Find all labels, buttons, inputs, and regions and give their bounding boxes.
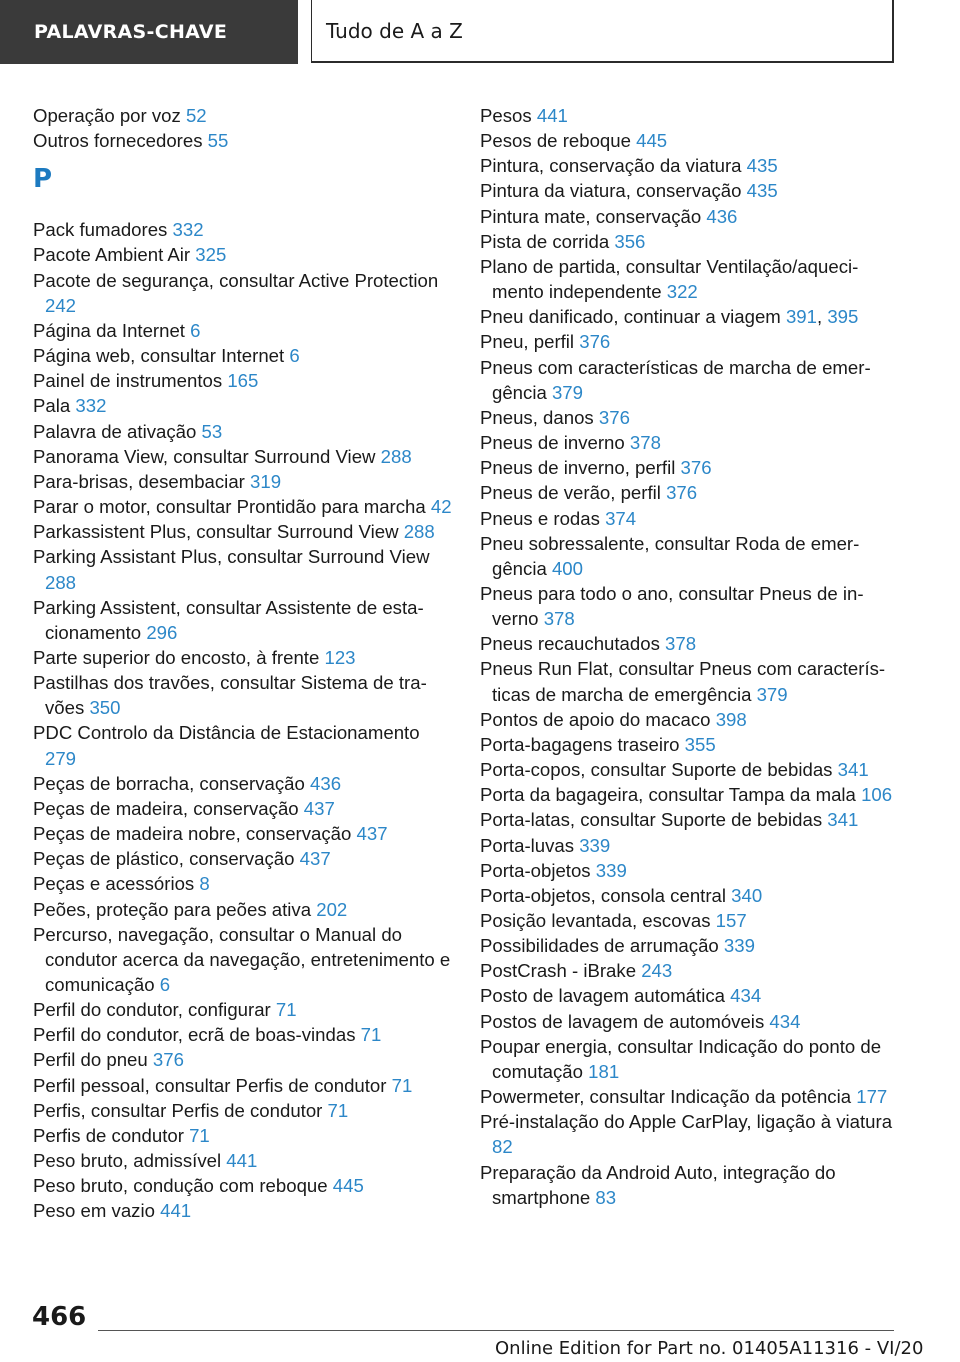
index-entry <box>33 1173 453 1198</box>
index-list-o <box>33 103 453 153</box>
index-term: Perfil pessoal, consultar Perfis de condutor <box>33 1074 387 1096</box>
index-entry <box>33 103 453 128</box>
index-term: Palavra de ativação <box>33 420 197 442</box>
index-entry <box>480 833 900 858</box>
index-entry <box>480 405 900 430</box>
index-term: Parking Assistant Plus, consultar Surround View <box>33 546 430 568</box>
index-entry <box>480 531 900 581</box>
page-link[interactable]: 341 <box>827 809 859 831</box>
index-term: Pintura, conservação da viatura <box>480 155 742 177</box>
index-entry <box>33 128 453 153</box>
page-link[interactable]: 437 <box>356 823 388 845</box>
page-link[interactable]: 106 <box>861 784 893 806</box>
index-term: Possibilidades de arrumação <box>480 935 719 957</box>
index-term: Porta-bagagens traseiro <box>480 733 680 755</box>
index-entry <box>480 153 900 178</box>
page-link[interactable]: 400 <box>551 557 583 579</box>
index-term: Para-brisas, desembaciar <box>33 470 245 492</box>
index-entry <box>480 656 900 706</box>
index-term: Perfil do pneu <box>33 1049 148 1071</box>
page-link[interactable]: 83 <box>595 1186 617 1208</box>
index-entry <box>33 595 453 645</box>
page-link[interactable]: 341 <box>837 759 869 781</box>
index-entry <box>480 254 900 304</box>
page-link[interactable]: 42 <box>430 496 452 518</box>
index-entry <box>33 368 453 393</box>
index-term: Peso em vazio <box>33 1200 155 1222</box>
page-link[interactable]: 378 <box>543 608 575 630</box>
index-term: Painel de instrumentos <box>33 370 223 392</box>
index-entry <box>33 444 453 469</box>
chapter-header <box>311 0 894 63</box>
page-link[interactable]: 437 <box>299 848 331 870</box>
index-term: Parte superior do encosto, à frente <box>33 646 320 668</box>
page-link[interactable]: 395 <box>827 306 859 328</box>
index-entry <box>480 707 900 732</box>
index-term: Pneus, danos <box>480 406 594 428</box>
index-entry <box>33 1047 453 1072</box>
index-entry <box>33 645 453 670</box>
index-term: Pontos de apoio do macaco <box>480 708 711 730</box>
index-term: Pack fumadores <box>33 219 168 241</box>
index-term: Porta-latas, consultar Suporte de bebidas <box>480 809 823 831</box>
index-entry <box>480 782 900 807</box>
index-entry <box>33 544 453 594</box>
index-term: Posto de lavagem automática <box>480 985 725 1007</box>
index-term: Página web, consultar Internet <box>33 345 285 367</box>
page-link[interactable]: 350 <box>89 697 121 719</box>
page-link[interactable]: 441 <box>536 105 568 126</box>
index-entry <box>480 355 900 405</box>
index-term: Peças de plástico, conservação <box>33 848 295 870</box>
page-link[interactable]: 123 <box>324 646 356 668</box>
page-link[interactable]: 243 <box>641 960 673 982</box>
page-link[interactable]: 71 <box>189 1124 210 1146</box>
index-entry <box>33 1148 453 1173</box>
page-link[interactable]: 6 <box>190 319 201 341</box>
index-entry <box>33 821 453 846</box>
index-term: Peças e acessórios <box>33 873 195 895</box>
index-entry <box>33 242 453 267</box>
page-link[interactable]: 441 <box>226 1150 258 1172</box>
index-term: Powermeter, consultar Indicação da potência <box>480 1086 852 1108</box>
chapter-title: Tudo de A a Z <box>326 18 463 43</box>
index-term: Pintura mate, conservação <box>480 205 702 227</box>
index-term: Peças de borracha, conservação <box>33 772 305 794</box>
index-term: Pala <box>33 395 71 417</box>
index-entry <box>33 217 453 242</box>
index-entry <box>33 796 453 821</box>
page-link[interactable]: 445 <box>332 1175 364 1197</box>
index-term: Pneus com características de marcha de emergência <box>480 356 871 403</box>
page-link[interactable]: 437 <box>303 797 335 819</box>
index-entry <box>33 720 453 770</box>
index-term: Pneus de inverno, perfil <box>480 457 676 479</box>
index-term: Preparação da Android Auto, integração do smartphone <box>480 1161 836 1208</box>
page-link[interactable]: 434 <box>730 985 762 1007</box>
index-entry <box>33 1022 453 1047</box>
index-term: Pastilhas dos travões, consultar Sistema de travões <box>33 672 427 719</box>
page-link[interactable]: 325 <box>195 244 227 266</box>
page-link[interactable]: 71 <box>391 1074 413 1096</box>
index-entry <box>33 393 453 418</box>
index-entry <box>480 455 900 480</box>
page-link[interactable]: 202 <box>316 898 348 920</box>
index-entry <box>480 430 900 455</box>
index-term: Pneus Run Flat, consultar Pneus com características de marcha de emergência <box>480 658 886 705</box>
page-link[interactable]: 71 <box>327 1099 349 1121</box>
page-link[interactable]: 376 <box>152 1049 184 1071</box>
section-letter: P <box>33 164 53 195</box>
page-link[interactable]: 53 <box>201 420 223 442</box>
index-entry <box>33 268 453 318</box>
index-entry <box>480 858 900 883</box>
index-entry <box>480 883 900 908</box>
index-entry <box>33 1098 453 1123</box>
index-term: Parking Assistent, consultar Assistente de estacionamento <box>33 596 424 643</box>
page-link[interactable]: 332 <box>75 395 107 417</box>
page-link[interactable]: 441 <box>160 1200 192 1222</box>
index-term: Percurso, navegação, consultar o Manual do condutor acerca da navegação, entretenimento e comunicação <box>33 923 451 995</box>
index-term: Pneus de verão, perfil <box>480 482 661 504</box>
page-link[interactable]: 71 <box>360 1024 382 1046</box>
page-link[interactable]: 242 <box>45 294 77 316</box>
index-term: PostCrash - iBrake <box>480 960 637 982</box>
index-entry <box>480 581 900 631</box>
index-term: Peças de madeira, conservação <box>33 797 299 819</box>
page-link[interactable]: 355 <box>684 733 716 755</box>
index-term: Plano de partida, consultar Ventilação/aquecimento independente <box>480 255 859 303</box>
page-link[interactable]: 165 <box>227 370 259 392</box>
index-entry <box>480 229 900 254</box>
index-entry <box>480 1084 900 1109</box>
index-term: Perfil do condutor, configurar <box>33 999 271 1021</box>
index-entry <box>33 897 453 922</box>
index-entry <box>33 1073 453 1098</box>
index-entry <box>33 846 453 871</box>
index-term: Panorama View, consultar Surround View <box>33 445 376 467</box>
index-term: Operação por voz <box>33 105 181 126</box>
index-entry <box>480 329 900 354</box>
index-entry <box>33 771 453 796</box>
section-label: PALAVRAS-CHAVE <box>34 21 228 43</box>
index-list-p-right <box>480 103 900 1210</box>
index-term: Perfis de condutor <box>33 1124 184 1146</box>
page-link[interactable]: 434 <box>769 1010 801 1032</box>
index-entry <box>480 807 900 832</box>
index-term: Peso bruto, admissível <box>33 1150 222 1172</box>
index-term: Perfil do condutor, ecrã de boas-vindas <box>33 1024 356 1046</box>
page-link[interactable]: 319 <box>250 470 282 492</box>
page-link[interactable]: 6 <box>159 974 171 995</box>
page-link[interactable]: 398 <box>715 708 747 730</box>
page-link[interactable]: 296 <box>146 621 178 643</box>
index-entry: Pneu danificado, continuar a viagem 391, 395 <box>480 306 859 328</box>
index-entry <box>480 506 900 531</box>
index-term: Pneu sobressalente, consultar Roda de emergência <box>480 532 860 579</box>
index-term: Pacote de segurança, consultar Active Protection <box>33 269 439 291</box>
page-link[interactable]: 376 <box>680 457 712 479</box>
index-entry <box>33 318 453 343</box>
page-number: 466 <box>32 1302 87 1332</box>
index-entry <box>480 908 900 933</box>
index-term: Outros fornecedores <box>33 130 203 152</box>
page-link[interactable]: 378 <box>629 432 661 454</box>
index-term: Pneus de inverno <box>480 432 625 454</box>
index-entry <box>33 419 453 444</box>
page-link[interactable]: 82 <box>492 1136 513 1158</box>
page-link[interactable]: 376 <box>666 482 698 504</box>
index-term: Posição levantada, escovas <box>480 910 711 931</box>
index-entry <box>33 469 453 494</box>
page-link[interactable]: 378 <box>665 633 697 655</box>
index-entry <box>33 494 453 519</box>
index-entry <box>480 103 900 128</box>
index-column-right <box>480 103 900 1210</box>
page-link[interactable]: 288 <box>380 445 412 467</box>
page-link[interactable]: 71 <box>275 999 297 1021</box>
index-entry <box>480 958 900 983</box>
index-entry <box>480 631 900 656</box>
index-list-p-left <box>33 217 453 1223</box>
page-link[interactable]: 435 <box>746 155 778 177</box>
page-link[interactable]: 391 <box>785 306 817 328</box>
index-entry <box>480 178 900 203</box>
index-term: Pré-instalação do Apple CarPlay, ligação à viatura <box>480 1111 893 1133</box>
page-link[interactable]: 157 <box>715 910 747 931</box>
index-term: Pesos de reboque <box>480 130 631 152</box>
index-entry <box>480 1160 900 1210</box>
page-link[interactable]: 288 <box>45 571 77 593</box>
page-link[interactable]: 376 <box>598 406 630 428</box>
index-term: Pacote Ambient Air <box>33 244 191 266</box>
page-link[interactable]: 52 <box>185 105 207 126</box>
page-link[interactable]: 339 <box>595 859 627 881</box>
index-term: Postos de lavagem de automóveis <box>480 1010 765 1032</box>
page-link[interactable]: 55 <box>207 130 229 152</box>
index-entry <box>480 732 900 757</box>
page-link[interactable]: 8 <box>199 873 210 895</box>
page-link[interactable]: 379 <box>551 381 583 403</box>
page-link[interactable]: 177 <box>856 1086 888 1108</box>
index-entry <box>33 922 453 997</box>
index-entry <box>33 1198 453 1223</box>
index-term: Pneus para todo o ano, consultar Pneus de inverno <box>480 582 864 630</box>
index-term: Peões, proteção para peões ativa <box>33 898 312 920</box>
index-entry <box>33 343 453 368</box>
index-entry <box>480 933 900 958</box>
index-entry <box>480 480 900 505</box>
index-entry <box>33 871 453 896</box>
index-entry <box>33 997 453 1022</box>
index-term: Perfis, consultar Perfis de condutor <box>33 1099 323 1121</box>
page-link[interactable]: 376 <box>579 331 611 353</box>
index-term: Porta-objetos, consola central <box>480 884 726 906</box>
page-link[interactable]: 332 <box>172 219 204 241</box>
index-term: Pneu, perfil <box>480 331 575 353</box>
index-term: Peso bruto, condução com reboque <box>33 1175 328 1197</box>
page-link[interactable]: 322 <box>666 281 698 303</box>
index-term: Porta-copos, consultar Suporte de bebidas <box>480 759 833 781</box>
page-link[interactable]: 379 <box>756 683 788 705</box>
index-term: Porta da bagageira, consultar Tampa da mala <box>480 784 856 806</box>
index-term: Porta-luvas <box>480 834 575 856</box>
index-term: Pesos <box>480 105 532 126</box>
page-link[interactable]: 436 <box>706 205 738 227</box>
index-term: Poupar energia, consultar Indicação do ponto de comutação <box>480 1035 882 1082</box>
index-entry <box>33 670 453 720</box>
index-entry <box>480 1034 900 1084</box>
section-tab <box>0 0 298 64</box>
page-link[interactable]: 435 <box>746 180 778 202</box>
page-link[interactable]: 339 <box>723 935 755 957</box>
page-link[interactable]: 181 <box>588 1060 620 1082</box>
index-column-left <box>33 103 453 1224</box>
page-link[interactable]: 6 <box>289 345 300 367</box>
index-term: Parkassistent Plus, consultar Surround View <box>33 521 399 543</box>
index-entry <box>480 757 900 782</box>
index-term: Pneu danificado, continuar a viagem <box>480 306 781 328</box>
index-term: Porta-objetos <box>480 859 591 881</box>
index-term: Pneus recauchutados <box>480 633 660 655</box>
page-link[interactable]: 339 <box>579 834 611 856</box>
index-term: Pista de corrida <box>480 230 610 252</box>
footer-divider <box>98 1330 894 1331</box>
index-entry <box>480 128 900 153</box>
footer-edition: Online Edition for Part no. 01405A11316 - VI/20 <box>495 1338 924 1359</box>
page-link[interactable]: 279 <box>45 747 77 769</box>
index-term: Peças de madeira nobre, conservação <box>33 823 352 845</box>
index-term: Pneus e rodas <box>480 507 600 529</box>
index-term: Página da Internet <box>33 319 185 341</box>
index-term: Pintura da viatura, conservação <box>480 180 742 202</box>
index-entry <box>480 983 900 1008</box>
page-link[interactable]: 436 <box>310 772 342 794</box>
index-entry <box>33 519 453 544</box>
index-entry <box>480 1109 900 1159</box>
page-link[interactable]: 340 <box>731 884 763 906</box>
page-link[interactable]: 445 <box>636 130 668 152</box>
index-term: PDC Controlo da Distância de Estacionamento <box>33 722 420 744</box>
page-link[interactable]: 288 <box>403 521 435 543</box>
page-link[interactable]: 356 <box>614 230 646 252</box>
index-term: Parar o motor, consultar Prontidão para marcha <box>33 496 426 518</box>
page-link[interactable]: 374 <box>605 507 637 529</box>
index-entry <box>480 204 900 229</box>
index-entry <box>480 1009 900 1034</box>
index-entry <box>33 1123 453 1148</box>
